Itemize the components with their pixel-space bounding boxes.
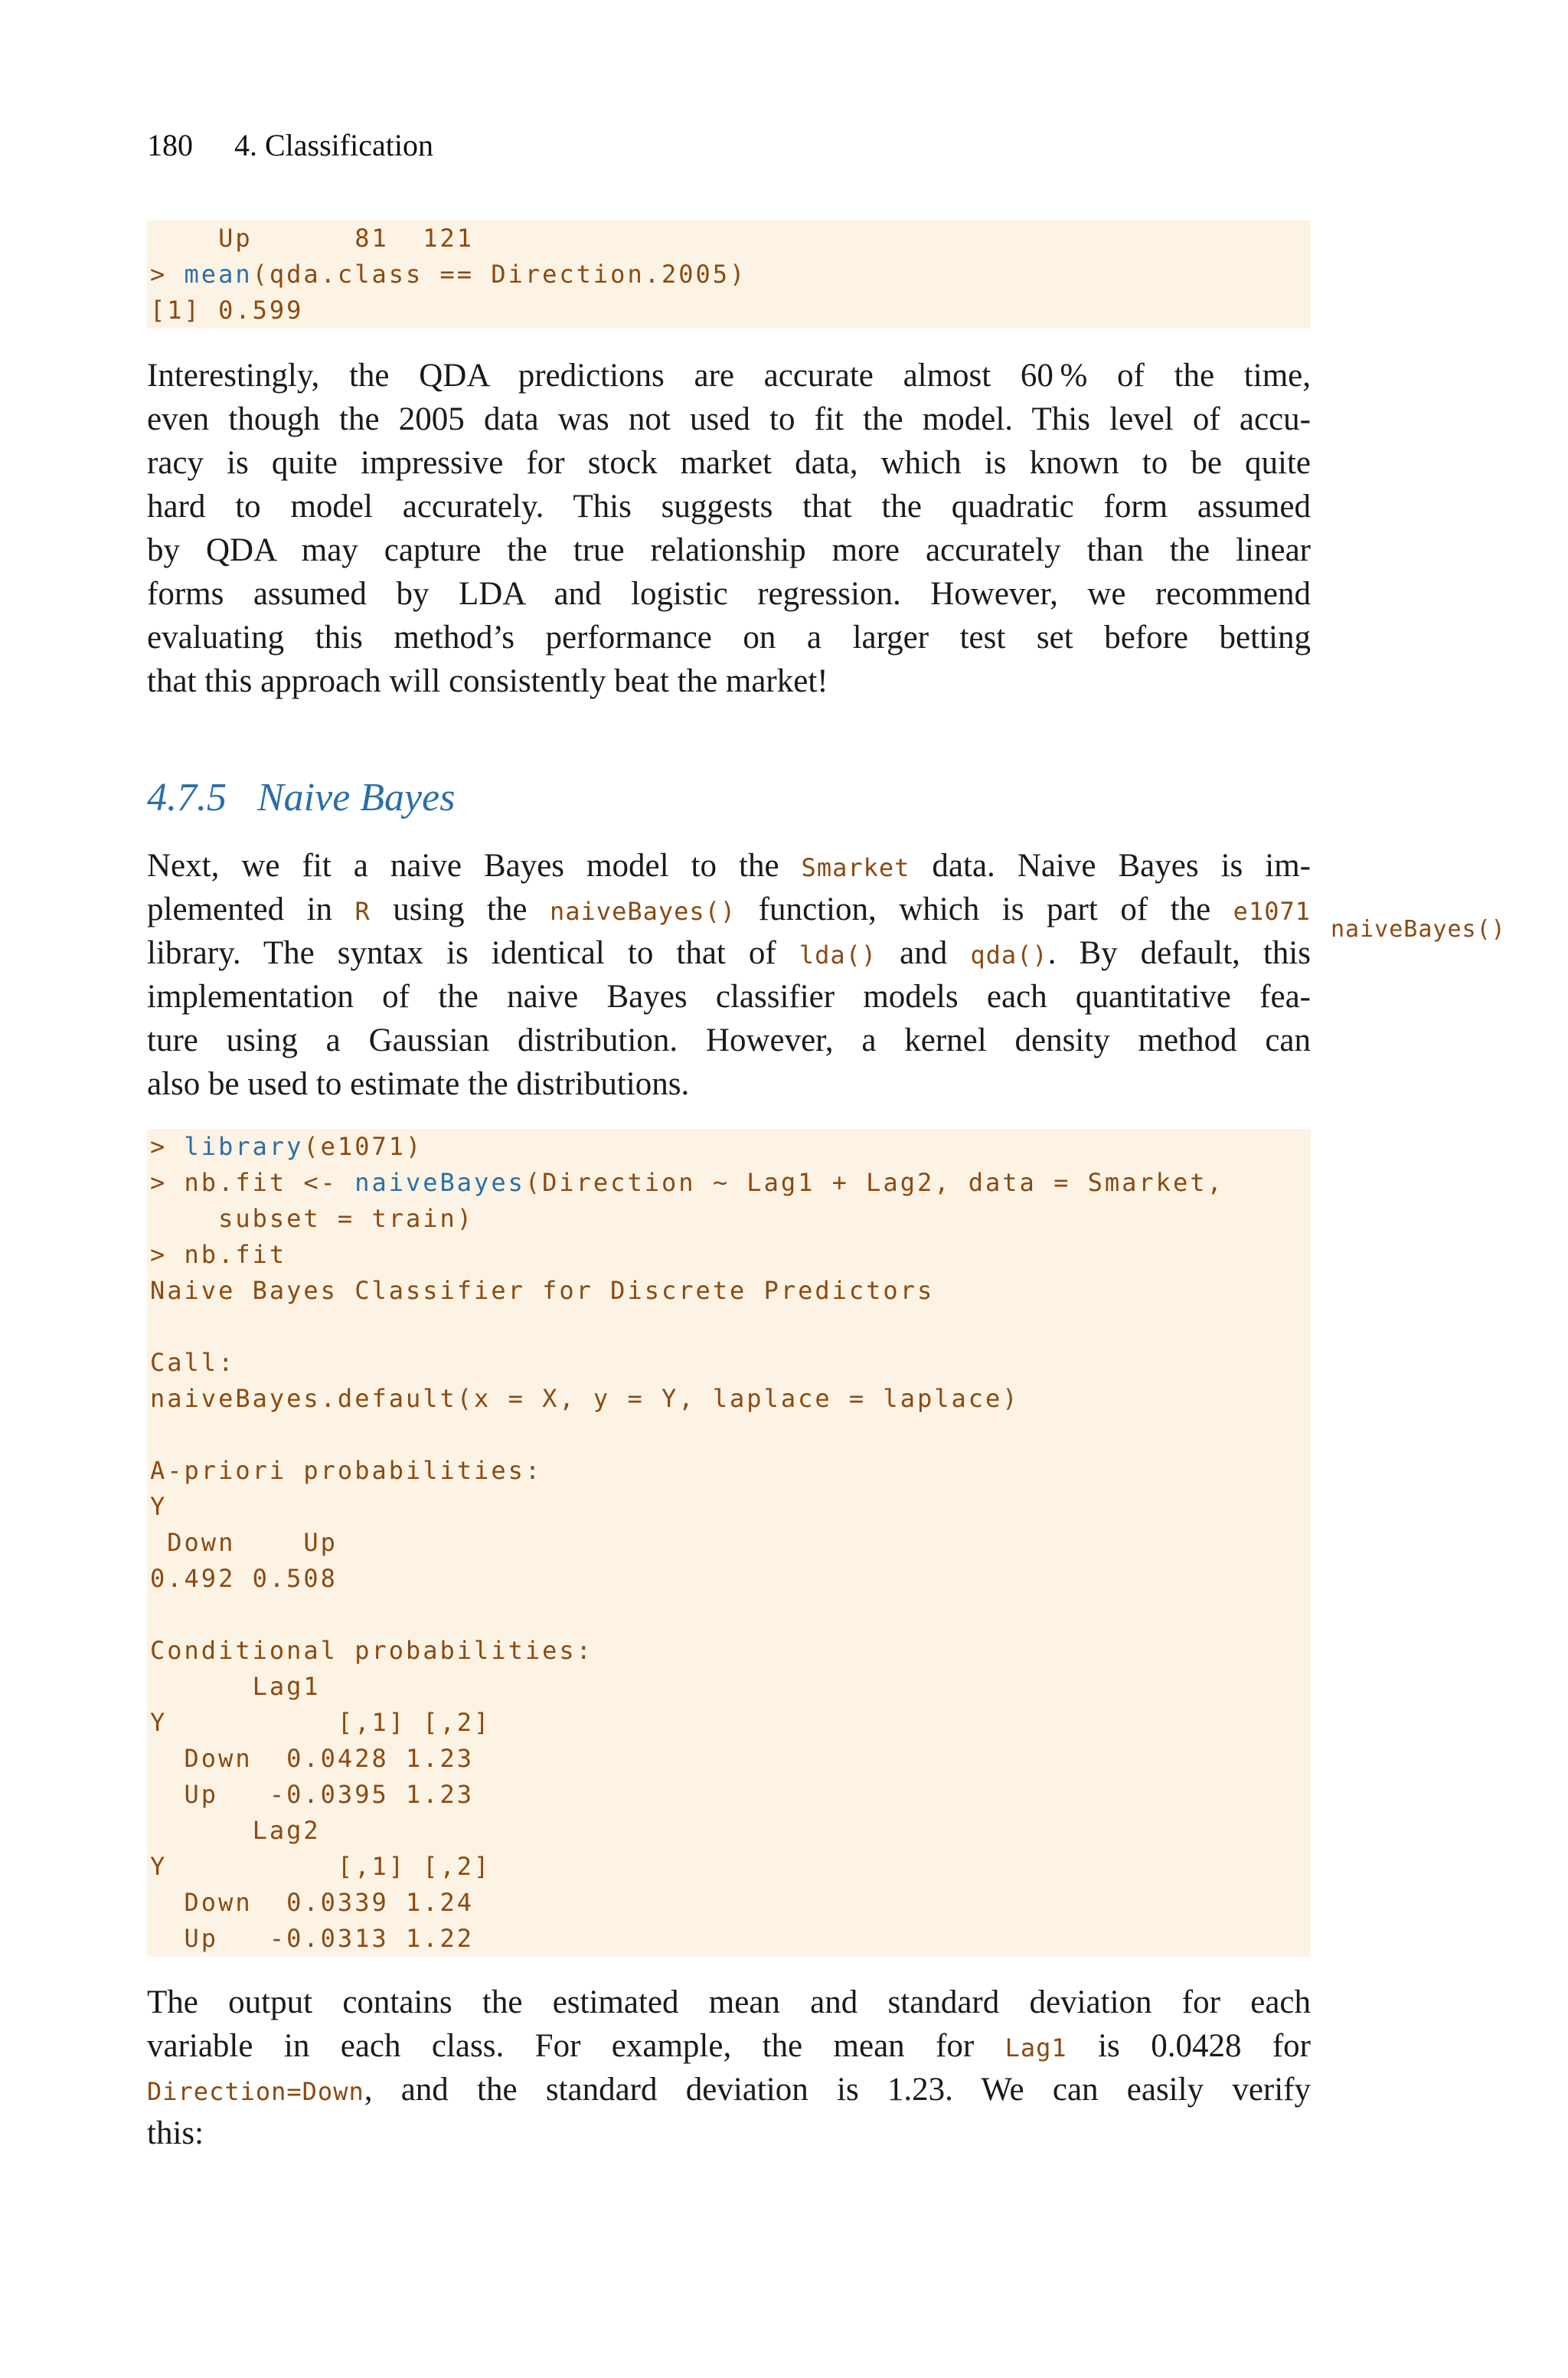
text-run: hard to model accurately. This suggests that the quadratic form assumed <box>147 489 1311 525</box>
text-line <box>147 975 1311 1019</box>
code-line <box>150 1417 1311 1453</box>
code-line <box>150 257 1311 293</box>
section-number: 4.7.5 <box>147 776 227 819</box>
inline-code: e1071 <box>1233 897 1311 926</box>
text-run: Interestingly, the QDA predictions are accurate almost 60 % of the time, <box>147 358 1311 394</box>
text-run: ture using a Gaussian distribution. However, a kernel density method can <box>147 1022 1311 1058</box>
code-text: A-priori probabilities: <box>150 1456 543 1485</box>
code-text: [1] 0.599 <box>150 296 304 325</box>
inline-code: qda() <box>970 940 1048 970</box>
inline-code: R <box>354 897 371 926</box>
code-block-qda <box>147 221 1311 329</box>
code-line <box>150 1777 1311 1813</box>
text-run: data. Naive Bayes is im- <box>910 848 1311 884</box>
code-line <box>150 1849 1311 1885</box>
paragraph-qda-discussion <box>147 354 1311 703</box>
text-run: evaluating this method’s performance on a larger test set before betting <box>147 620 1311 656</box>
inline-code: Lag1 <box>1004 2033 1067 2062</box>
text-run: function, which is part of the <box>736 891 1233 927</box>
code-text: Naive Bayes Classifier for Discrete Predictors <box>150 1276 935 1305</box>
code-text: naiveBayes.default(x = X, y = Y, laplace = laplace) <box>150 1384 1020 1413</box>
code-line <box>150 1669 1311 1705</box>
text-line <box>147 659 1311 703</box>
code-text: Y [,1] [,2] <box>150 1852 492 1881</box>
code-line <box>150 1525 1311 1561</box>
code-line <box>150 1345 1311 1381</box>
inline-code: lda() <box>799 940 877 970</box>
code-text: > <box>150 260 185 289</box>
code-line <box>150 1165 1311 1201</box>
code-line <box>150 1129 1311 1165</box>
code-function-name: mean <box>184 260 253 289</box>
text-run: forms assumed by LDA and logistic regression. However, we recommend <box>147 576 1311 612</box>
text-line <box>147 616 1311 659</box>
code-text: > nb.fit <- <box>150 1168 355 1197</box>
text-run: using the <box>370 891 550 927</box>
text-line <box>147 1019 1311 1062</box>
code-text: Lag2 <box>150 1816 321 1845</box>
code-line <box>150 1633 1311 1669</box>
margin-note: naiveBayes() <box>1331 916 1506 943</box>
code-text: Conditional probabilities: <box>150 1636 593 1665</box>
code-line <box>150 1741 1311 1777</box>
code-line <box>150 221 1311 257</box>
code-line <box>150 1705 1311 1741</box>
code-block-naive-bayes <box>147 1129 1311 1957</box>
chapter-title: 4. Classification <box>234 128 433 162</box>
code-text: Down Up <box>150 1528 338 1557</box>
code-text: Call: <box>150 1348 236 1377</box>
code-text: Down 0.0339 1.24 <box>150 1888 475 1917</box>
code-line <box>150 1237 1311 1273</box>
code-line <box>150 1489 1311 1525</box>
text-run: variable in each class. For example, the mean for <box>147 2028 1005 2064</box>
text-line <box>147 1981 1311 2024</box>
code-line <box>150 1885 1311 1921</box>
section-heading <box>147 775 455 820</box>
code-text: > nb.fit <box>150 1240 287 1269</box>
text-run: , and the standard deviation is 1.23. We can easily verify <box>364 2072 1311 2108</box>
text-line <box>147 441 1311 485</box>
text-run: . By default, this <box>1047 935 1311 971</box>
code-line <box>150 1561 1311 1597</box>
section-title-text: Naive Bayes <box>257 776 456 819</box>
code-text: Down 0.0428 1.23 <box>150 1744 475 1773</box>
code-text: 0.492 0.508 <box>150 1564 338 1593</box>
text-run: also be used to estimate the distributions. <box>147 1066 690 1102</box>
text-run: this: <box>147 2115 204 2151</box>
inline-code: Smarket <box>801 853 910 882</box>
text-line <box>147 397 1311 441</box>
text-run: even though the 2005 data was not used to fit the model. This level of accu- <box>147 401 1311 437</box>
code-line <box>150 1597 1311 1633</box>
code-text: subset = train) <box>150 1204 475 1233</box>
code-line <box>150 1273 1311 1309</box>
code-text: > <box>150 1132 185 1161</box>
code-text: Lag1 <box>150 1672 321 1701</box>
text-run: plemented in <box>147 891 355 927</box>
inline-code: naiveBayes() <box>550 897 737 926</box>
code-line <box>150 1453 1311 1489</box>
text-line <box>147 528 1311 572</box>
page-header <box>147 127 433 163</box>
code-line <box>150 293 1311 329</box>
text-line <box>147 931 1311 975</box>
text-line <box>147 844 1311 888</box>
code-text: Up -0.0395 1.23 <box>150 1780 475 1809</box>
text-run: implementation of the naive Bayes classifier models each quantitative fea- <box>147 979 1311 1015</box>
text-line <box>147 1062 1311 1106</box>
code-text: (Direction ∼ Lag1 + Lag2, data = Smarket, <box>524 1168 1224 1197</box>
code-line <box>150 1201 1311 1237</box>
code-line <box>150 1309 1311 1345</box>
text-run: racy is quite impressive for stock market data, which is known to be quite <box>147 445 1311 481</box>
code-text: (qda.class == Direction.2005) <box>252 260 747 289</box>
text-line <box>147 888 1311 931</box>
text-line <box>147 2068 1311 2111</box>
text-line <box>147 354 1311 397</box>
code-text: Up 81 121 <box>150 224 475 253</box>
text-run: library. The syntax is identical to that of <box>147 935 799 971</box>
text-run: Next, we fit a naive Bayes model to the <box>147 848 802 884</box>
code-line <box>150 1921 1311 1957</box>
text-line <box>147 485 1311 528</box>
code-line <box>150 1813 1311 1849</box>
text-run: and <box>877 935 971 971</box>
paragraph-output-explanation <box>147 1981 1311 2155</box>
text-line <box>147 572 1311 616</box>
code-text: (e1071) <box>303 1132 423 1161</box>
paragraph-naive-bayes-intro <box>147 844 1311 1106</box>
page-number: 180 <box>147 128 193 162</box>
code-text: Y [,1] [,2] <box>150 1708 492 1737</box>
code-function-name: naiveBayes <box>354 1168 525 1197</box>
code-line <box>150 1381 1311 1417</box>
text-run: The output contains the estimated mean and standard deviation for each <box>147 1984 1311 2020</box>
code-function-name: library <box>184 1132 304 1161</box>
text-line <box>147 2111 1311 2155</box>
code-text: Up -0.0313 1.22 <box>150 1924 475 1953</box>
text-run: that this approach will consistently beat the market! <box>147 663 828 699</box>
code-text: Y <box>150 1492 168 1521</box>
text-run: by QDA may capture the true relationship more accurately than the linear <box>147 532 1311 568</box>
text-run: is 0.0428 for <box>1067 2028 1311 2064</box>
text-line <box>147 2024 1311 2068</box>
inline-code: Direction=Down <box>147 2077 364 2106</box>
